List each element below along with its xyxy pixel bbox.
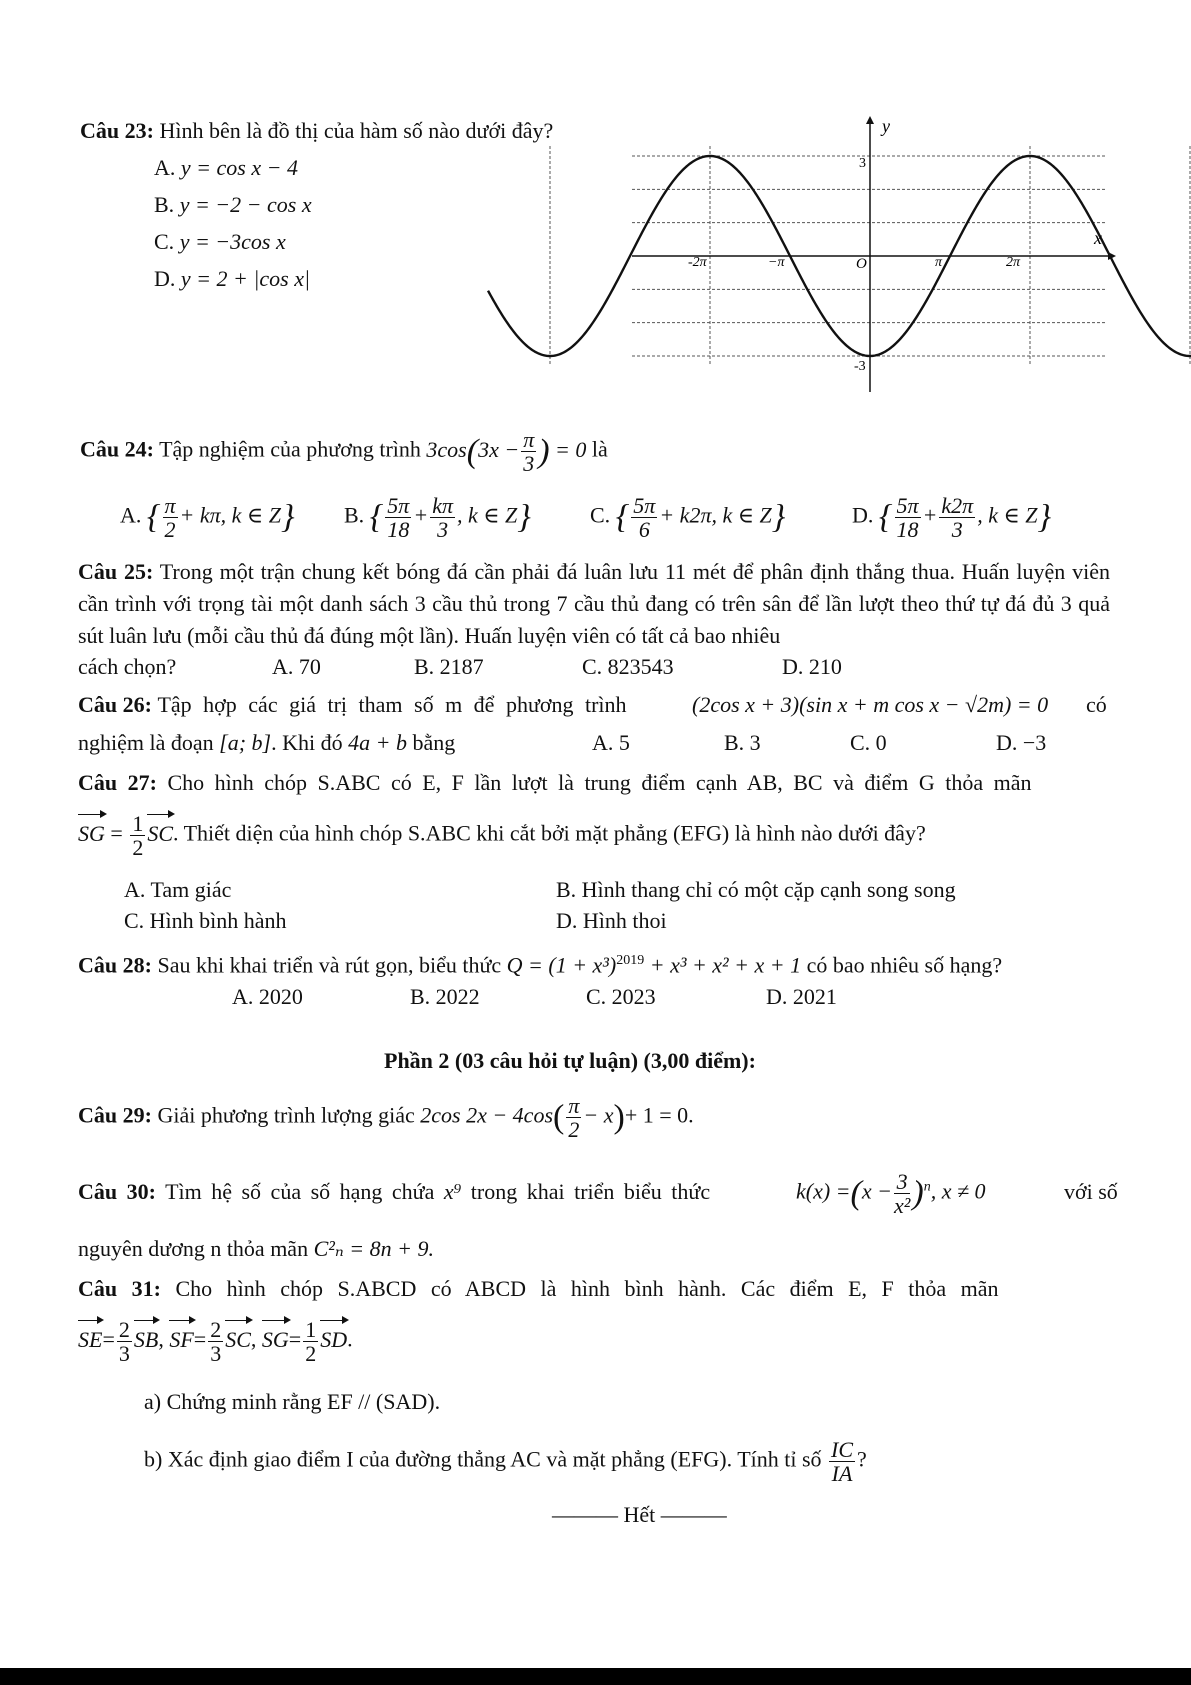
option-key: D.: [154, 266, 176, 291]
q31-part-a: a) Chứng minh rằng EF // (SAD).: [144, 1389, 441, 1414]
option-key: D.: [852, 502, 874, 528]
brace: }: [517, 498, 531, 536]
end-marker: ——— Hết ———: [552, 1502, 727, 1527]
q24-stem: [80, 428, 608, 475]
brace: {: [615, 498, 630, 536]
q26-option-b: B. 3: [724, 730, 761, 755]
fraction: [430, 494, 455, 541]
numerator: π: [568, 1093, 580, 1118]
q24-option-d: [852, 494, 1051, 541]
vector-sd: SD: [320, 1325, 347, 1355]
q27-option-b: B. Hình thang chỉ có một cặp cạnh song song: [556, 877, 956, 902]
vector-sf: SF: [169, 1325, 193, 1355]
text: b) Xác định giao điểm I của đường thẳng AC và mặt phẳng (EFG). Tính tỉ số: [144, 1446, 822, 1472]
q25-option-c: C. 823543: [582, 654, 674, 679]
option-key: B.: [344, 502, 365, 528]
q31-text: Cho hình chóp S.ABCD có ABCD là hình bình hành. Các điểm E, F thỏa mãn: [175, 1276, 999, 1301]
option-value: y = cos x − 4: [180, 155, 298, 180]
equals: =: [110, 820, 123, 846]
q30-stem: [78, 1176, 710, 1208]
x-tick-minus-2pi: -2π: [688, 255, 707, 270]
x-tick-2pi: 2π: [1006, 255, 1021, 270]
y-tick-3: 3: [859, 156, 866, 171]
q24-label: Câu 24:: [80, 436, 154, 462]
brace: }: [771, 498, 786, 536]
option-tail: , k ∈ Z: [977, 502, 1038, 528]
eq-part: − x: [583, 1102, 614, 1128]
fraction: [566, 1094, 581, 1141]
q27-line2: [78, 812, 926, 859]
numerator: 1: [132, 811, 144, 836]
part2-title: Phần 2 (03 câu hỏi tự luận) (3,00 điểm):: [384, 1048, 756, 1073]
brace: }: [1037, 498, 1052, 536]
vector-sc: SC: [225, 1325, 251, 1355]
denominator: IA: [831, 1461, 853, 1487]
denominator: 18: [387, 517, 410, 543]
fraction: [939, 494, 975, 541]
fraction: [163, 494, 178, 541]
numerator: 5π: [896, 493, 919, 518]
q25-text: Trong một trận chung kết bóng đá cần phải đá luân lưu 11 mét để phân định thắng thua. Huấn luyện viên cần trình với trọng tài một danh sách 3 cầu thủ trong 7 cầu thủ đang có trên sân để lần lượt theo thứ tự đá đủ 3 quả sút luân lưu (mỗi cầu thủ đá đúng một lần). Huấn luyện viên có tất cả bao nhiêu: [78, 559, 1110, 648]
q25-option-d: D. 210: [782, 654, 842, 679]
vector-sb: SB: [134, 1325, 158, 1355]
q23-label: Câu 23:: [80, 118, 154, 143]
q29-label: Câu 29:: [78, 1102, 152, 1128]
eq-part: x −: [861, 1178, 892, 1204]
q23-graph: [0, 0, 1191, 400]
q29-stem: [78, 1094, 694, 1141]
x-tick-pi: π: [935, 255, 943, 270]
origin-label: O: [856, 256, 867, 272]
option-tail: , k ∈ Z: [456, 502, 518, 528]
q26-tail: có: [1086, 692, 1107, 717]
x-axis-label: x: [1094, 228, 1102, 248]
brace: }: [280, 498, 295, 536]
x-tick-minus-pi: −π: [768, 255, 785, 270]
q25-last-line: cách chọn?: [78, 654, 177, 679]
q26-text: Tập hợp các giá trị tham số m để phương trình: [157, 692, 627, 717]
brace: {: [146, 498, 161, 536]
denominator: 2: [164, 517, 176, 543]
q25-stem: [78, 556, 1110, 652]
q27-text: Cho hình chóp S.ABC có E, F lần lượt là trung điểm cạnh AB, BC và điểm G thỏa mãn: [167, 770, 1032, 795]
q25-label: Câu 25:: [78, 559, 154, 584]
brace: {: [369, 498, 384, 536]
x9: x⁹: [443, 1179, 462, 1204]
paren: ): [613, 1098, 625, 1136]
q28-option-b: B. 2022: [410, 984, 480, 1009]
q25-option-a: A. 70: [272, 654, 321, 679]
option-key: B.: [154, 192, 175, 217]
fraction: [117, 1318, 132, 1365]
y-axis-label: y: [882, 116, 890, 136]
paren: (: [466, 432, 479, 470]
q24-equation: [426, 427, 592, 477]
q27-option-c: C. Hình bình hành: [124, 908, 287, 933]
numerator: k2π: [941, 493, 974, 518]
eq-part: = 0: [555, 436, 587, 462]
numerator: π: [523, 427, 535, 452]
option-key: A.: [120, 502, 142, 528]
eq-part: 2cos 2x − 4cos: [420, 1102, 554, 1128]
eq-part: 3x −: [478, 436, 520, 462]
denominator: 2: [568, 1117, 580, 1143]
q27-label: Câu 27:: [78, 770, 157, 795]
fraction: [631, 494, 657, 541]
q28-label: Câu 28:: [78, 952, 152, 978]
plus: +: [413, 502, 429, 528]
option-key: C.: [590, 502, 611, 528]
fraction: [521, 428, 536, 475]
q24-option-c: [590, 494, 785, 541]
paren: (: [553, 1098, 565, 1136]
comma: ,: [158, 1326, 164, 1352]
denominator: 3: [437, 517, 449, 543]
numerator: 5π: [387, 493, 410, 518]
fraction: [829, 1438, 855, 1485]
q28-stem: [78, 946, 1002, 980]
numerator: 2: [210, 1317, 222, 1342]
numerator: 5π: [633, 493, 656, 518]
paren: (: [850, 1174, 862, 1212]
y-axis: [866, 116, 874, 392]
eq-part: + x³ + x² + x + 1: [649, 952, 802, 978]
q26-option-a: A. 5: [592, 730, 630, 755]
q30-line2: [78, 1234, 434, 1264]
denominator: 3: [523, 451, 535, 477]
q28-option-d: D. 2021: [766, 984, 837, 1009]
equals: =: [288, 1326, 302, 1352]
q28-option-a: A. 2020: [232, 984, 303, 1009]
equals: =: [102, 1326, 115, 1352]
q27-option-d: D. Hình thoi: [556, 908, 667, 933]
q28-tail: có bao nhiêu số hạng?: [806, 952, 1003, 978]
interval: [a; b]: [219, 730, 272, 755]
q30-tail: với số: [1064, 1179, 1118, 1204]
numerator: 3: [894, 1170, 910, 1194]
fraction: [894, 1170, 910, 1217]
q30-equation: [796, 1170, 986, 1217]
q27-rest: . Thiết diện của hình chóp S.ABC khi cắt bởi mặt phẳng (EFG) là hình nào dưới đây?: [173, 820, 926, 846]
q31-stem: [78, 1274, 999, 1304]
exponent: n: [923, 1179, 931, 1195]
numerator: π: [164, 493, 176, 518]
q27-stem: [78, 768, 1032, 798]
numerator: 2: [118, 1317, 130, 1342]
q29-text: Giải phương trình lượng giác: [157, 1102, 415, 1128]
fraction: [208, 1318, 223, 1365]
denominator: 3: [210, 1341, 222, 1367]
numerator: 1: [305, 1317, 317, 1342]
numerator: IC: [831, 1437, 854, 1462]
eq-part: 3cos: [426, 436, 467, 462]
q26-line2: [78, 728, 455, 758]
q28-option-c: C. 2023: [586, 984, 656, 1009]
option-value: y = −2 − cos x: [179, 192, 312, 217]
text: . Khi đó: [271, 730, 343, 755]
option-tail: + k2π, k ∈ Z: [659, 502, 772, 528]
q26-option-d: D. −3: [996, 730, 1047, 755]
vector-se: SE: [78, 1325, 102, 1355]
fraction: [130, 812, 145, 859]
q24-text: Tập nghiệm của phương trình: [159, 436, 421, 462]
option-key: A.: [154, 155, 176, 180]
vector-sc: SC: [147, 819, 173, 849]
option-key: C.: [154, 229, 175, 254]
bottom-border: [0, 1668, 1191, 1685]
expression: 4a + b: [348, 730, 407, 755]
y-tick-minus-3: -3: [854, 359, 866, 374]
q26-option-c: C. 0: [850, 730, 887, 755]
q24-option-a: [120, 494, 295, 541]
text: nghiệm là đoạn: [78, 730, 214, 755]
fraction: [385, 494, 411, 541]
text: nguyên dương n thỏa mãn: [78, 1236, 309, 1261]
denominator: 2: [132, 835, 144, 861]
vector-sg: SG: [262, 1325, 289, 1355]
vector-sg: SG: [78, 819, 105, 849]
eq-part: C²ₙ = 8n + 9.: [313, 1236, 434, 1261]
option-value: y = −3cos x: [179, 229, 286, 254]
option-tail: + kπ, k ∈ Z: [179, 502, 281, 528]
q25-option-b: B. 2187: [414, 654, 484, 679]
plus: +: [922, 502, 938, 528]
dot: .: [347, 1326, 353, 1352]
numerator: kπ: [432, 493, 453, 518]
fraction: [303, 1318, 318, 1365]
brace: {: [878, 498, 893, 536]
q24-option-b: [344, 494, 531, 541]
paren: ): [912, 1174, 924, 1212]
eq-part: , x ≠ 0: [930, 1178, 986, 1204]
q24-tail: là: [591, 436, 608, 462]
q31-label: Câu 31:: [78, 1276, 161, 1301]
eq-part: + 1 = 0.: [624, 1102, 694, 1128]
denominator: 18: [896, 517, 919, 543]
q26-stem: [78, 690, 627, 720]
q28-text: Sau khi khai triển và rút gọn, biểu thức: [157, 952, 502, 978]
denominator: 2: [305, 1341, 317, 1367]
exponent: 2019: [616, 953, 645, 968]
q31-vectors: [78, 1318, 353, 1365]
option-value: y = 2 + |cos x|: [180, 266, 311, 291]
question-mark: ?: [857, 1446, 867, 1472]
denominator: 3: [951, 517, 963, 543]
eq-part: k(x) =: [796, 1178, 851, 1204]
q26-label: Câu 26:: [78, 692, 152, 717]
equals: =: [193, 1326, 207, 1352]
q23-text: Hình bên là đồ thị của hàm số nào dưới đây?: [159, 118, 554, 143]
q30-label: Câu 30:: [78, 1179, 156, 1204]
fraction: [895, 494, 921, 541]
denominator: x²: [893, 1193, 911, 1219]
denominator: 6: [638, 517, 650, 543]
comma: ,: [250, 1326, 257, 1352]
q30-text2: trong khai triển biểu thức: [470, 1179, 711, 1204]
q30-text: Tìm hệ số của số hạng chứa: [165, 1179, 435, 1204]
eq-part: Q = (1 + x³): [506, 952, 617, 978]
paren: ): [538, 432, 550, 470]
q31-part-b: [144, 1438, 867, 1485]
denominator: 3: [118, 1341, 130, 1367]
q26-equation: (2cos x + 3)(sin x + m cos x − √2m) = 0: [692, 692, 1049, 717]
q27-option-a: A. Tam giác: [124, 877, 232, 902]
text: bằng: [412, 730, 456, 755]
